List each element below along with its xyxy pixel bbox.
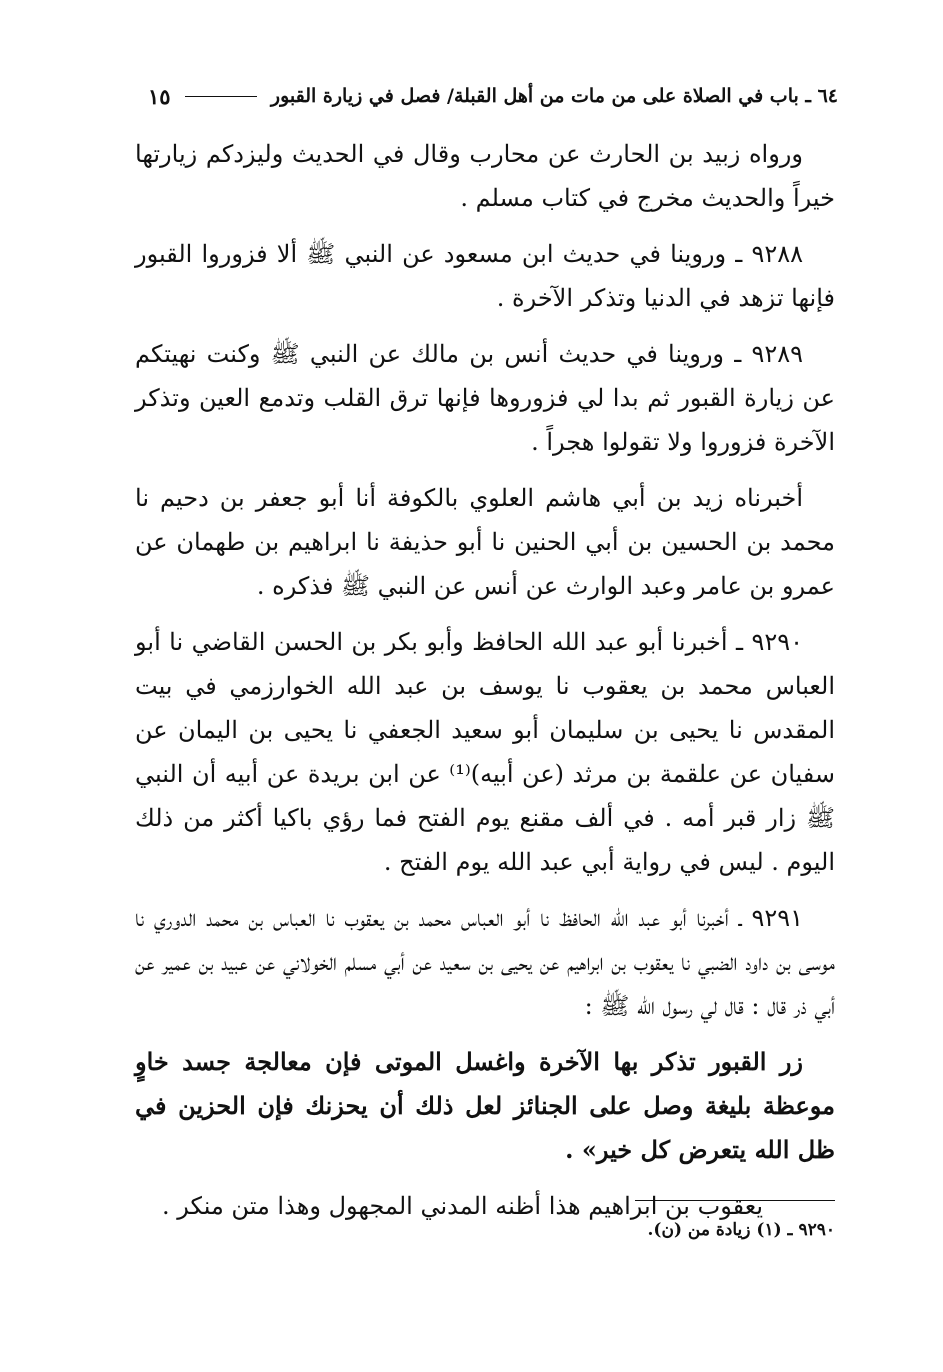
footnote-rule — [635, 1200, 835, 1201]
body-text — [135, 132, 835, 1240]
hadith-text: زر القبور تذكر بها الآخرة واغسل الموتى فإن معالجة جسد خاوٍ موعظة بليغة وصل على الجنائز لعل ذلك أن يحزنك فإن الحزين في ظل الله يتعرض كل خير» . — [135, 1047, 835, 1164]
header-rule — [185, 96, 257, 97]
chapter-title: ٦٤ ـ باب في الصلاة على من مات من أهل القبلة/ فصل في زيارة القبور — [270, 85, 838, 107]
paragraph: ٩٢٩١ ـ أخبرنا أبو عبد الله الحافظ نا أبو العباس محمد بن يعقوب نا العباس بن محمد الدوري نا موسى بن داود الضبي نا يعقوب بن ابراهيم عن يحيى بن سعيد عن أبي مسلم الخولاني عن عبيد بن عمير عن أبي ذر قال : قال لي رسول الله ﷺ : — [135, 904, 835, 1020]
paragraph: أخبرناه زيد بن أبي هاشم العلوي بالكوفة أنا أبو جعفر بن دحيم نا محمد بن الحسين بن أبي الحنين نا أبو حذيفة نا ابراهيم بن طهمان عن عمرو بن عامر وعبد الوارث عن أنس عن النبي ﷺ فذكره . — [135, 484, 835, 600]
page-number: ١٥ — [148, 83, 171, 109]
footnote: ٩٢٩٠ ـ (١) زيادة من (ن). — [647, 1220, 835, 1240]
paragraph: ٩٢٨٩ ـ وروينا في حديث أنس بن مالك عن النبي ﷺ وكنت نهيتكم عن زيارة القبور ثم بدا لي فزوروها فإنها ترق القلب وتدمع العين وتذكر الآخرة فزوروا ولا تقولوا هجراً . — [135, 340, 835, 456]
closing-note: يعقوب بن ابراهيم هذا أظنه المدني المجهول وهذا متن منكر . — [161, 1192, 763, 1220]
paragraph: ٩٢٩٠ ـ أخبرنا أبو عبد الله الحافظ وأبو بكر بن الحسن القاضي نا أبو العباس محمد بن يعقوب نا يوسف بن عبد الله الخوارزمي في بيت المقدس نا يحيى بن سليمان أبو سعيد الجعفي نا يحيى بن اليمان عن سفيان عن علقمة بن مرثد (عن أبيه)⁽¹⁾ عن ابن بريدة عن أبيه أن النبي ﷺ زار قبر أمه . في ألف مقنع يوم الفتح فما رؤي باكيا أكثر من ذلك اليوم . ليس في رواية أبي عبد الله يوم الفتح . — [135, 628, 835, 876]
running-header — [148, 78, 838, 114]
paragraph: ورواه زبيد بن الحارث عن محارب وقال في الحديث وليزدكم زيارتها خيراً والحديث مخرج في كتاب مسلم . — [135, 140, 835, 212]
paragraph: ٩٢٨٨ ـ وروينا في حديث ابن مسعود عن النبي ﷺ ألا فزوروا القبور فإنها تزهد في الدنيا وتذكر الآخرة . — [135, 240, 835, 312]
